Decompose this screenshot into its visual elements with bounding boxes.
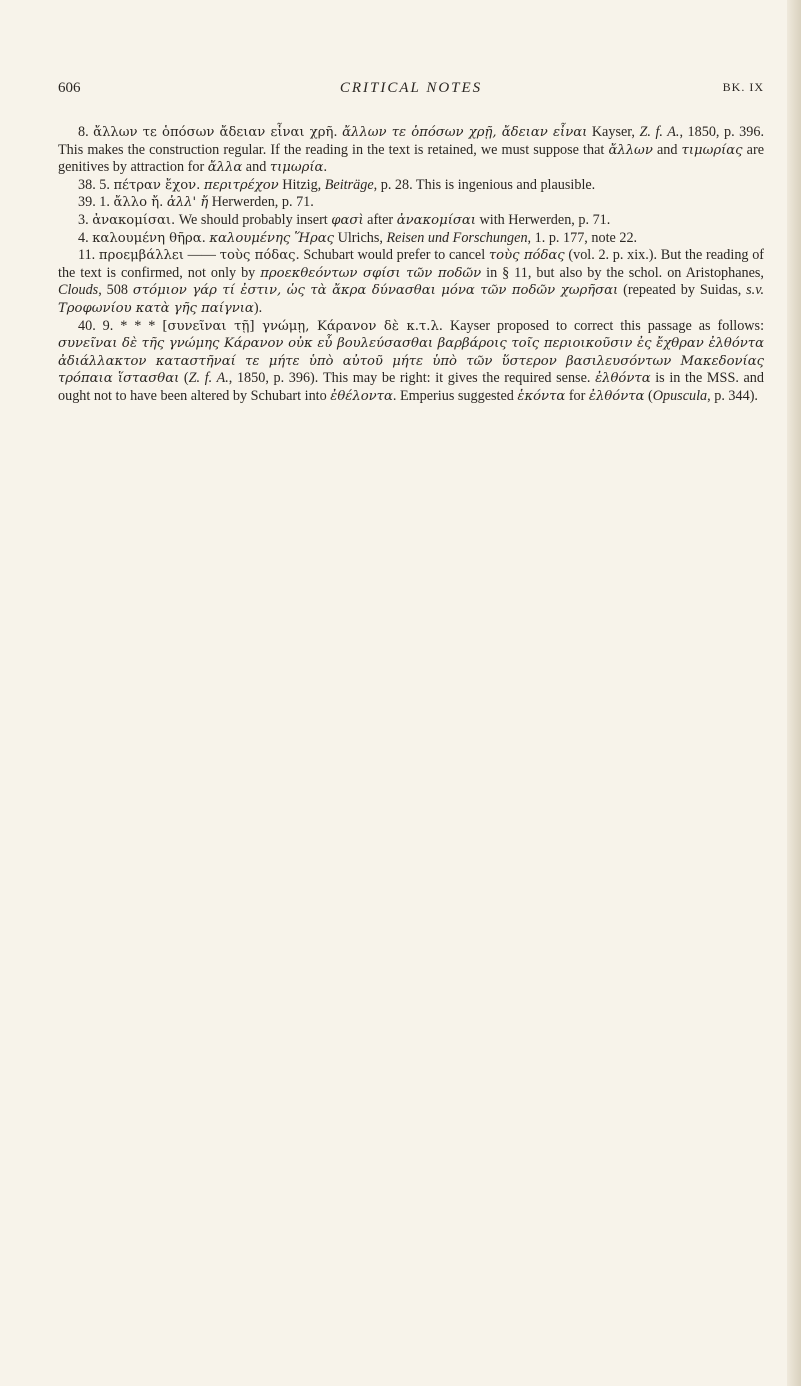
note-text: Schubart would prefer to cancel [299,247,489,264]
note-text: (repeated by Suidas, [618,282,747,299]
note-paragraph [58,247,764,317]
book-label: BK. IX [722,80,764,94]
greek-text: ἄλλων τε ὁπόσων χρῇ, ἄδειαν εἶναι [342,125,588,140]
note-text: . [323,159,328,176]
note-text: Hitzig, [278,176,325,193]
greek-text: φασὶ [331,212,364,228]
note-text: Kayser proposed to correct this passage as follows: [443,317,765,334]
greek-text: ἐλθόντα [588,388,645,404]
note-text: , 1850, p. 396). This may be right: it gives the required sense. [228,370,596,387]
greek-text: [συνεῖναι τῇ] γνώμῃ, Κάρανον δὲ κ.τ.λ. [162,318,444,334]
note-paragraph [58,194,764,212]
note-text: after [363,211,397,228]
greek-text: τοὺς πόδας. [219,248,300,264]
note-text: , 1. p. 177, note 22. [527,229,638,246]
greek-text: καλουμένη θῆρα. [92,230,206,246]
note-text: , 508 [98,282,133,299]
note-text: 3. [78,211,93,228]
italic-reference: Beiträge [324,176,374,193]
italic-reference: Clouds [58,282,99,299]
greek-text: προεμβάλλει [98,248,184,264]
greek-text: ἀνακομίσαι. [92,212,176,228]
note-text: ( [179,370,189,387]
note-text: (vol. 2. p. xix.). But the reading of the text is confirmed, not only by [58,247,765,281]
italic-reference: s.v. [746,282,765,299]
greek-text: ἐθέλοντα [330,388,393,404]
greek-text: ἄλλο ἤ. [113,195,164,211]
greek-text: τιμωρία [269,160,324,176]
greek-text: ἀλλ' ἤ [166,195,209,211]
note-text: , p. 28. This is ingenious and plausible. [373,176,596,193]
italic-reference: Z. f. A. [188,370,229,387]
note-paragraph [58,230,764,248]
note-text: Kayser, [587,124,640,140]
page-edge [787,0,801,1386]
greek-text: συνεῖναι δὲ τῆς γνώμης Κάρανον οὐκ εὖ βουλεύσασθαι βαρβάροις τοῖς περιοικοῦσιν ἐς ἔχθραν ἐλθόντα ἀδιάλλακτον καταστῆναί τε μήτε ὑπὸ αὐτοῦ μήτε ὑπὸ τῶν ὕστερον βασιλευσόντων Μακεδονίας τρόπαια ἵστασθαι [58,336,764,387]
greek-text: τοὺς πόδας [488,248,565,264]
note-text: 40. 9. * * * [78,317,163,334]
page-number: 606 [58,80,81,96]
note-paragraph [58,318,764,406]
note-text: 38. 5. [78,176,114,193]
note-text: We should probably insert [175,211,332,228]
note-text: is in the MSS. and ought not to have been altered by Schubart into [58,370,764,404]
running-head [58,80,764,102]
greek-text: ἀνακομίσαι [396,212,476,228]
note-text: and [242,159,270,176]
note-text: , p. 344). [707,387,758,404]
note-text: ). [253,299,263,316]
critical-notes [58,124,764,406]
greek-text: ἑκόντα [517,388,566,404]
note-text: and [652,141,682,158]
note-text: 4. [78,229,93,246]
note-text: are genitives by attraction for [58,141,764,176]
note-text: for [565,387,589,404]
note-text: 11. [78,247,99,264]
greek-text: Τροφωνίου κατὰ γῆς παίγνια [58,300,254,316]
greek-text: τιμωρίας [681,142,743,158]
note-text: 39. 1. [78,194,114,211]
greek-text: ἐλθόντα [595,371,651,387]
note-text: ( [644,387,653,404]
greek-text: προεκθεόντων σφίσι τῶν ποδῶν [260,265,482,281]
greek-text: περιτρέχον [203,177,279,193]
greek-text: ἄλλα [207,160,243,176]
greek-text: πέτραν ἔχον. [113,177,201,193]
note-text: with Herwerden, p. 71. [475,211,611,228]
page-title: CRITICAL NOTES [339,80,483,96]
note-paragraph [58,124,764,177]
greek-text: ἄλλων [608,142,653,158]
note-text: —— [183,247,220,264]
note-text: Ulrichs, [334,229,387,246]
note-text: 8. [78,124,94,140]
note-text: in § 11, but also by the schol. on Aristophanes, [481,264,764,281]
note-paragraph [58,212,764,230]
note-text: . Emperius suggested [392,387,518,404]
greek-text: ἄλλων τε ὁπόσων ἄδειαν εἶναι χρῆ. [93,125,338,140]
greek-text: στόμιον γάρ τί ἐστιν, ὡς τὰ ἄκρα δύνασθαι μόνα τῶν ποδῶν χωρῆσαι [132,283,619,299]
note-text: Herwerden, p. 71. [208,194,314,211]
italic-reference: Z. f. A. [639,124,680,140]
note-paragraph [58,177,764,195]
italic-reference: Reisen und Forschungen [386,229,528,246]
greek-text: καλουμένης Ἥρας [209,230,335,246]
italic-reference: Opuscula [652,387,708,404]
note-text: , 1850, p. 396. This makes the construction regular. If the reading in the text is retained, we must suppose that [58,124,764,158]
